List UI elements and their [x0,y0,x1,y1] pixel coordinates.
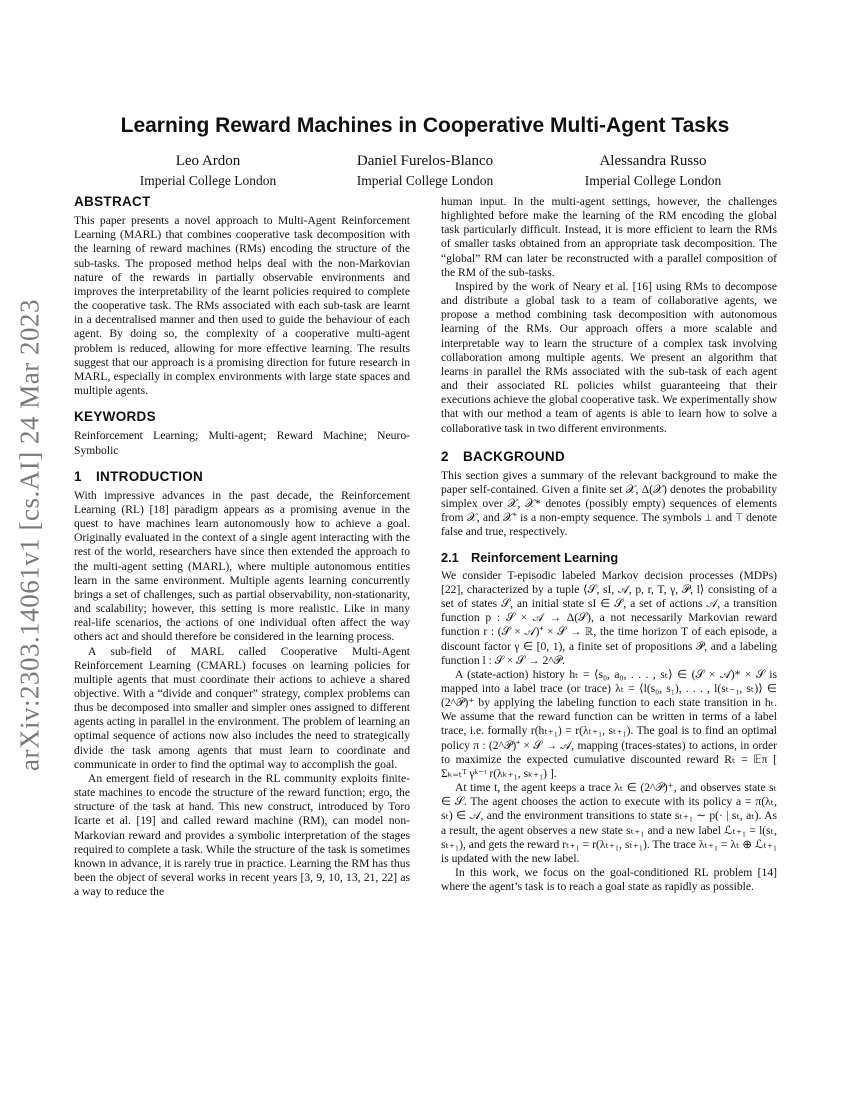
section-number: 1 [74,468,82,484]
rl-paragraph: A (state-action) history hₜ = ⟨s₀, a₀, . . . , sₜ⟩ ∈ (𝒮 × 𝒜)* × 𝒮 is mapped into a label trace (or trace) λₜ = ⟨l(s₀, s₁), . . . , l(sₜ₋₁, sₜ)⟩ ∈ (2^𝒫)⁺ by applying the labeling function to each state transition in hₜ. We assume that the reward function can be written in terms of a label trace, i.e. formally r(hₜ₊₁) = r(λₜ₊₁, sₜ₊₁). The goal is to find an optimal policy π : (2^𝒫)⁺ × 𝒮 → 𝒜, mapping (traces-states) to actions, in order to maximize the expected cumulative discounted reward Rₜ = 𝔼π [ Σₖ₌ₜᵀ γᵏ⁻ᵗ r(λₖ₊₁, sₖ₊₁) ]. [441,667,777,780]
author-block [538,152,768,190]
subsection-title: Reinforcement Learning [471,549,619,565]
introduction-heading [74,470,410,484]
author-name: Alessandra Russo [599,153,707,169]
author-affiliation: Imperial College London [356,173,494,188]
author-name: Leo Ardon [175,153,241,169]
intro-paragraph: With impressive advances in the past decade, the Reinforcement Learning (RL) [18] paradigm appears as a promising avenue in the quest to have machines learn autonomously how to achieve a goal. Originally evaluated in the context of a single agent interacting with the rest of the world, researchers have since then extended the approach to the multi-agent setting (MARL), where multiple autonomous entities learn in the same environment. Multiple agents learning concurrently brings a set of challenges, such as partial observability, non-stationarity, and scalability; however, this setting is more realistic. Like in many real-life scenarios, the actions of one individual often affect the way others act and should therefore be considered in the learning process. [74,488,410,644]
background-text: This section gives a summary of the relevant background to make the paper self-contained. Given a finite set 𝒳, Δ(𝒳) denotes the probability simplex over 𝒳, 𝒳* denotes (possibly empty) sequences of elements from 𝒳, and 𝒳⁺ is a non-empty sequence. The symbols ⊥ and ⊤ denote false and true, respectively. [441,468,777,539]
rl-paragraph: At time t, the agent keeps a trace λₜ ∈ (2^𝒫)⁺, and observes state sₜ ∈ 𝒮. The agent chooses the action to execute with its policy a = π(λₜ, sₜ) ∈ 𝒜, and the environment transitions to state sₜ₊₁ ∼ p(· | sₜ, aₜ). As a result, the agent observes a new state sₜ₊₁ and a new label ℒₜ₊₁ = l(sₜ, sₜ₊₁), and gets the reward rₜ₊₁ = r(λₜ₊₁, sₜ₊₁). The trace λₜ₊₁ = λₜ ⊕ ℒₜ₊₁ is updated with the new label. [441,781,777,865]
section-title: BACKGROUND [463,448,565,464]
intro-paragraph: Inspired by the work of Neary et al. [16] using RMs to decompose and distribute a global task to a team of collaborative agents, we propose a method combining task decomposition with autonomous learning of the RMs. Our approach offers a more scalable and interpretable way to learn the structure of a complex task involving collaboration among multiple agents. We present an algorithm that learns in parallel the RMs associated with the sub-task of each agent and their associated RL policies whilst guaranteeing that their executions achieve the global cooperative task. We experimentally show that with our method a team of agents is able to learn how to solve a collaborative task in two different environments. [441,279,777,435]
section-number: 2 [441,448,449,464]
abstract-text: This paper presents a novel approach to Multi-Agent Reinforcement Learning (MARL) that combines cooperative task decomposition with the learning of reward machines (RMs) encoding the structure of the sub-tasks. The proposed method helps deal with the non-Markovian nature of the rewards in partially observable environments and improves the interpretability of the learnt policies required to complete the cooperative task. The RMs associated with each sub-task are learnt in a decentralised manner and then used to guide the behaviour of each agent. By doing so, the complexity of a cooperative multi-agent problem is reduced, allowing for more effective learning. The results suggest that our approach is a promising direction for future research in MARL, especially in complex environments with large state spaces and multiple agents. [74,214,410,398]
arxiv-stamp: arXiv:2303.14061v1 [cs.AI] 24 Mar 2023 [14,299,45,771]
keywords-heading: KEYWORDS [74,409,156,425]
intro-paragraph: A sub-field of MARL called Cooperative Multi-Agent Reinforcement Learning (CMARL) focuses on learning policies for multiple agents that must coordinate their actions to achieve a shared objective. With a “divide and conquer” strategy, complex problems can thus be decomposed into smaller and simpler ones assigned to different agents acting in parallel in the environment. The problem of learning an optimal sequence of actions now also includes the need to strategically divide the task among agents that must learn to coordinate and communicate in order to find the optimal way to accomplish the goal. [74,644,410,771]
intro-paragraph-continued: human input. In the multi-agent settings, however, the challenges highlighted before make the learning of the RM encoding the global task particularly difficult. Instead, it is more efficient to learn the RMs of smaller tasks obtained from an appropriate task decomposition. The “global” RM can later be reconstructed with a parallel composition of the RM of the sub-tasks. [441,195,777,279]
keywords-text: Reinforcement Learning; Multi-agent; Reward Machine; Neuro-Symbolic [74,429,410,457]
paper-title: Learning Reward Machines in Cooperative Multi-Agent Tasks [120,114,730,137]
subsection-number: 2.1 [441,549,459,565]
background-heading [441,450,777,464]
left-column [74,195,410,899]
rl-paragraph: We consider T-episodic labeled Markov decision processes (MDPs) [22], characterized by a tuple ⟨𝒮, sI, 𝒜, p, r, T, γ, 𝒫, l⟩ consisting of a set of states 𝒮, an initial state sI ∈ 𝒮, a set of actions 𝒜, a transition function p : 𝒮 × 𝒜 → Δ(𝒮), a not necessarily Markovian reward function r : (𝒮 × 𝒜)⁺ × 𝒮 → ℝ, the time horizon T of each episode, a discount factor γ ∈ [0, 1), a finite set of propositions 𝒫, and a labeling function l : 𝒮 × 𝒮 → 2^𝒫. [441,568,777,667]
right-column [441,195,777,894]
author-affiliation: Imperial College London [584,173,722,188]
abstract-heading: ABSTRACT [74,194,151,209]
section-title: INTRODUCTION [96,468,204,484]
author-block [93,152,323,190]
author-name: Daniel Furelos-Blanco [356,153,494,169]
author-affiliation: Imperial College London [139,173,277,188]
rl-paragraph: In this work, we focus on the goal-conditioned RL problem [14] where the agent’s task is to reach a goal state as rapidly as possible. [441,866,777,894]
rl-subsection-heading [441,551,777,565]
intro-paragraph: An emergent field of research in the RL community exploits finite-state machines to encode the structure of the reward function; ergo, the structure of the task at hand. This new construct, introduced by Toro Icarte et al. [19] and called reward machine (RM), can model non-Markovian reward and provides a symbolic interpretation of the stages required to complete a task. While the structure of the task is sometimes known in advance, it is rarely true in practice. Learning the RM has thus been the object of several works in recent years [3, 9, 10, 13, 21, 22] as a way to reduce the [74,771,410,899]
author-block [310,152,540,190]
